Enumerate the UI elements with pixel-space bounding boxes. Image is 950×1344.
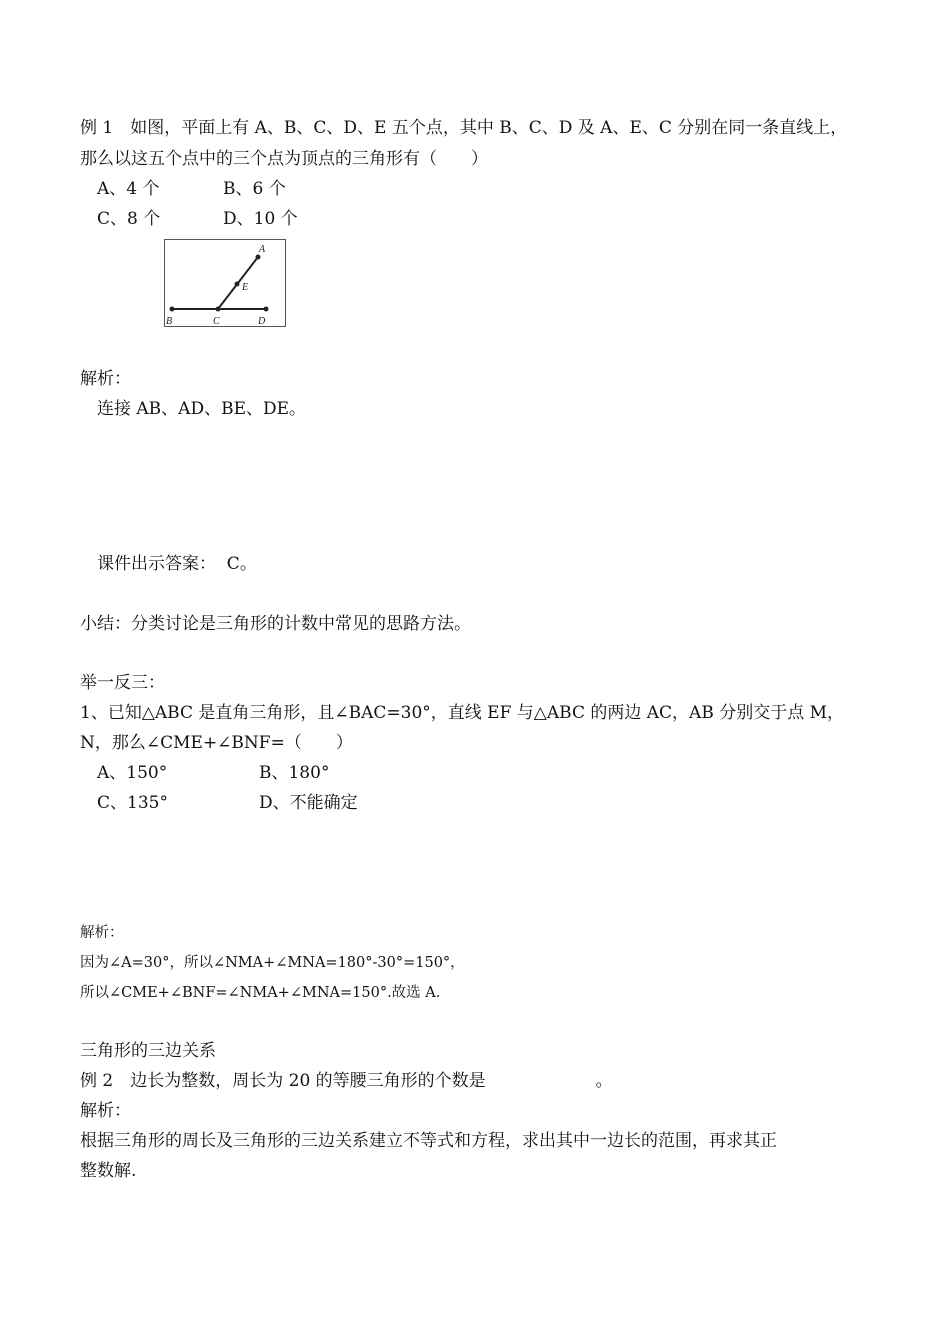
figure-border <box>165 240 286 327</box>
practice-option-a: A、150° <box>97 763 168 783</box>
practice-question-line2: N，那么∠CME+∠BNF=（ ） <box>80 733 353 753</box>
example1-options-row2 <box>97 208 298 230</box>
practice-option-b: B、180° <box>259 763 330 783</box>
practice-option-c: C、135° <box>97 793 168 813</box>
point-c <box>216 307 221 312</box>
analysis1-heading: 解析： <box>80 369 131 389</box>
label-a: A <box>259 244 266 255</box>
option-b: B、6 个 <box>223 179 286 199</box>
option-c: C、8 个 <box>97 209 161 229</box>
example2-end: 。 <box>595 1071 613 1091</box>
courseware-answer: 课件出示答案： C。 <box>97 554 257 574</box>
label-e: E <box>242 282 249 293</box>
analysis2-line1: 因为∠A=30°，所以∠NMA+∠MNA=180°-30°=150°， <box>80 955 465 971</box>
point-d <box>264 307 269 312</box>
example1-options-row1 <box>97 178 286 200</box>
point-a <box>256 255 261 260</box>
analysis2-line2: 所以∠CME+∠BNF=∠NMA+∠MNA=150°.故选 A. <box>80 985 441 1001</box>
analysis3-heading: 解析： <box>80 1101 131 1121</box>
option-a: A、4 个 <box>97 179 160 199</box>
label-d: D <box>258 316 266 327</box>
example2-question <box>80 1070 613 1092</box>
section-title: 三角形的三边关系 <box>80 1041 216 1061</box>
example1-question-line2: 那么以这五个点中的三个点为顶点的三角形有（ ） <box>80 149 488 169</box>
analysis2-heading: 解析： <box>80 925 124 941</box>
practice-option-d: D、不能确定 <box>259 793 358 813</box>
analysis1-text: 连接 AB、AD、BE、DE。 <box>97 399 307 419</box>
point-e <box>235 282 240 287</box>
practice-options-row1 <box>97 762 329 784</box>
analysis3-line1: 根据三角形的周长及三角形的三边关系建立不等式和方程，求出其中一边长的范围，再求其正 <box>80 1131 777 1151</box>
point-b <box>170 307 175 312</box>
example2-text: 例 2 边长为整数，周长为 20 的等腰三角形的个数是 <box>80 1071 486 1091</box>
example1-question-line1: 例 1 如图，平面上有 A、B、C、D、E 五个点，其中 B、C、D 及 A、E、C 分别在同一条直线上， <box>80 118 848 138</box>
label-c: C <box>213 316 220 327</box>
geometry-figure <box>164 239 286 327</box>
option-d: D、10 个 <box>223 209 298 229</box>
summary: 小结：分类讨论是三角形的计数中常见的思路方法。 <box>80 614 471 634</box>
practice-options-row2 <box>97 792 358 814</box>
practice-heading: 举一反三： <box>80 673 165 693</box>
label-b: B <box>166 316 173 327</box>
analysis3-line2: 整数解. <box>80 1161 137 1181</box>
practice-question-line1: 1、已知△ABC 是直角三角形，且∠BAC=30°，直线 EF 与△ABC 的两边 AC，AB 分别交于点 M， <box>80 703 845 723</box>
